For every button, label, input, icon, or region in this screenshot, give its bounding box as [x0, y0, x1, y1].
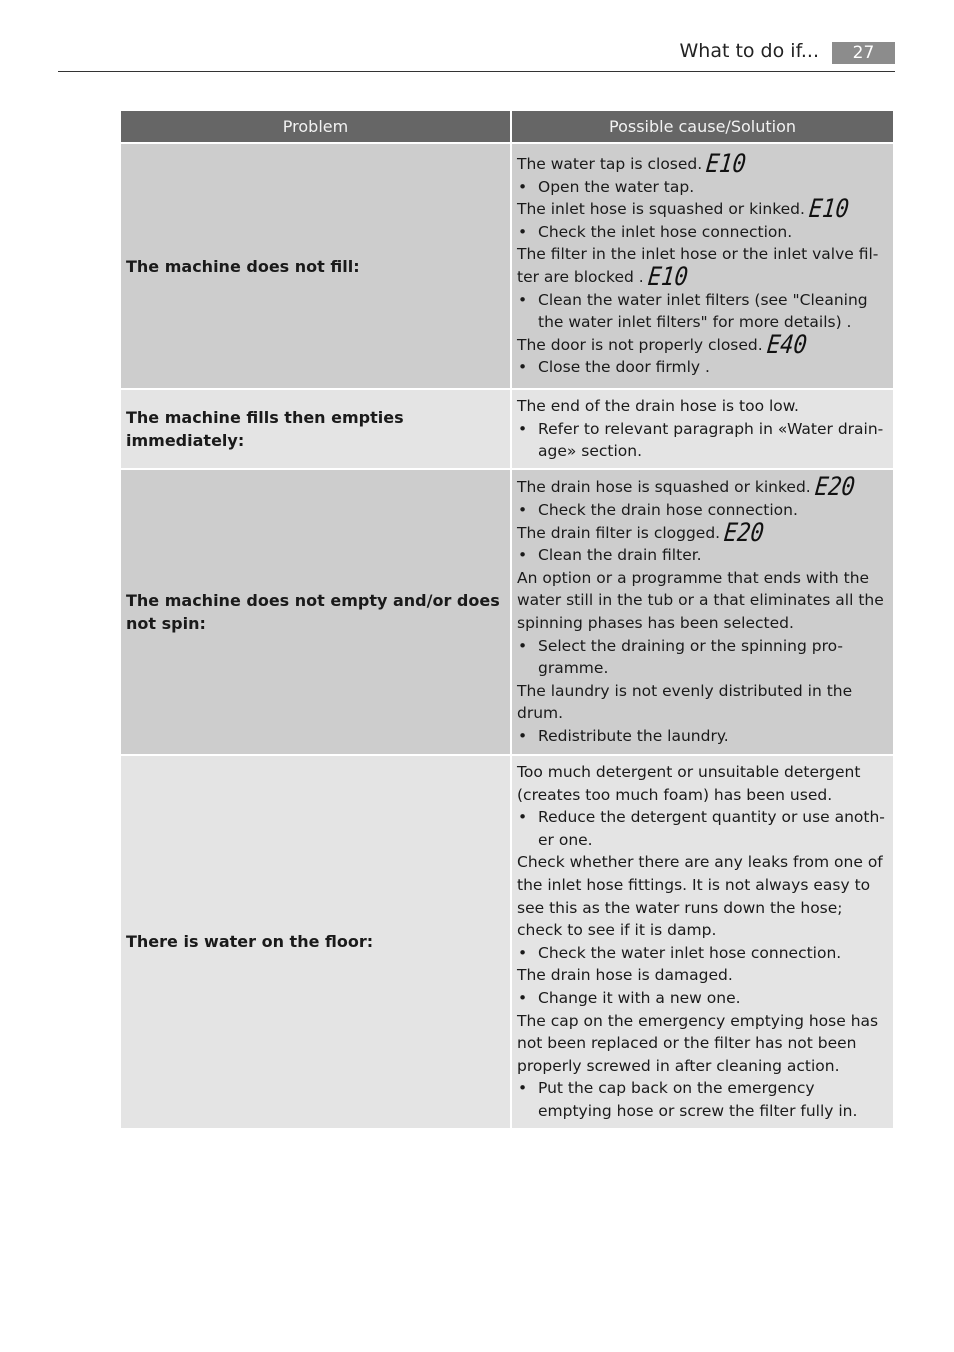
problem-cell: [121, 756, 510, 1128]
cause-text-content: The filter in the inlet hose or the inlet valve fil- ter are blocked .: [517, 245, 879, 286]
problem-text: There is water on the floor:: [126, 932, 374, 952]
error-code-display: E10: [807, 195, 851, 225]
error-code-display: E40: [765, 330, 809, 360]
cause-text: [517, 473, 887, 503]
solution-step-text: Close the door firmly .: [538, 358, 710, 377]
solution-step: [517, 289, 887, 334]
cause-text: [517, 195, 887, 225]
solution-step: [517, 987, 887, 1010]
cause-text: [517, 330, 887, 360]
solution-step-text: Open the water tap.: [538, 177, 695, 196]
troubleshooting-table: [119, 109, 895, 1130]
cause-text-content: Check whether there are any leaks from one of the inlet hose fittings. It is not always easy to see this as the water runs down the hose; check to see if it is damp.: [517, 853, 883, 940]
cause-text: [517, 761, 887, 806]
table-row: [121, 756, 893, 1128]
error-code-display: E10: [646, 263, 690, 292]
solution-step: [517, 942, 887, 965]
solution-step-text: Check the drain hose connection.: [538, 501, 798, 520]
cause-text-content: An option or a programme that ends with the water still in the tub or a that eliminates all the spinning phases has been selected.: [517, 568, 884, 632]
cause-text-content: The inlet hose is squashed or kinked.: [517, 200, 805, 219]
problem-text: The machine fills then empties immediately:: [126, 408, 404, 450]
cause-text-content: The drain hose is squashed or kinked.: [517, 478, 811, 497]
solution-step: [517, 544, 887, 567]
error-code-display: E10: [704, 150, 748, 179]
solution-cell: [512, 756, 893, 1128]
cause-text-content: The laundry is not evenly distributed in the drum.: [517, 681, 853, 723]
solution-cell: [512, 470, 893, 754]
solution-step-text: Select the draining or the spinning pro- gramme.: [538, 636, 843, 678]
solution-step: [517, 806, 887, 851]
cause-text: [517, 243, 887, 292]
solution-cell: [512, 144, 893, 388]
table-header-row: [121, 111, 893, 142]
cause-text-content: The drain hose is damaged.: [517, 966, 733, 985]
problem-cell: [121, 390, 510, 468]
problem-text: The machine does not fill:: [126, 256, 360, 276]
cause-text-content: The door is not properly closed.: [517, 335, 763, 354]
solution-step: [517, 418, 887, 463]
cause-text-content: The water tap is closed.: [517, 155, 703, 174]
cause-text: [517, 567, 887, 635]
error-code-display: E20: [813, 473, 857, 503]
cause-text: [517, 518, 887, 548]
solution-step-text: Change it with a new one.: [538, 988, 741, 1007]
problem-cell: [121, 470, 510, 754]
solution-step: [517, 1077, 887, 1122]
table-row: [121, 390, 893, 468]
problem-cell: [121, 144, 510, 388]
cause-text-content: Too much detergent or unsuitable detergent (creates too much foam) has been used.: [517, 763, 861, 804]
cause-text: [517, 964, 887, 987]
solution-step-text: Check the water inlet hose connection.: [538, 943, 842, 962]
solution-step: [517, 635, 887, 680]
solution-step: [517, 725, 887, 748]
solution-step-text: Put the cap back on the emergency emptying hose or screw the filter fully in.: [538, 1079, 858, 1120]
solution-step-text: Check the inlet hose connection.: [538, 222, 793, 241]
cause-text: [517, 680, 887, 725]
solution-cell: [512, 390, 893, 468]
cause-text: [517, 851, 887, 941]
section-title: What to do if...: [679, 40, 819, 62]
solution-step-text: Refer to relevant paragraph in «Water drain- age» section.: [538, 419, 884, 461]
column-header-solution: Possible cause/Solution: [512, 111, 893, 142]
solution-step: [517, 499, 887, 522]
page-number: 27: [832, 42, 895, 64]
table-row: [121, 144, 893, 388]
table-row: [121, 470, 893, 754]
cause-text-content: The end of the drain hose is too low.: [517, 397, 799, 416]
cause-text: [517, 395, 887, 418]
cause-text-content: The drain filter is clogged.: [517, 523, 721, 542]
solution-step: [517, 356, 887, 379]
cause-text: [517, 150, 887, 179]
column-header-problem: Problem: [121, 111, 510, 142]
solution-step-text: Clean the water inlet filters (see "Cleaning the water inlet filters" for more details) .: [538, 290, 868, 332]
solution-step-text: Redistribute the laundry.: [538, 726, 729, 745]
solution-step-text: Clean the drain filter.: [538, 546, 702, 565]
solution-step: [517, 221, 887, 244]
error-code-display: E20: [722, 518, 766, 548]
cause-text: [517, 1010, 887, 1078]
solution-step-text: Reduce the detergent quantity or use anoth- er one.: [538, 808, 885, 849]
page-header: [58, 38, 895, 72]
cause-text-content: The cap on the emergency emptying hose has not been replaced or the filter has not been properly screwed in after cleaning action.: [517, 1011, 879, 1075]
problem-text: The machine does not empty and/or does not spin:: [126, 591, 500, 633]
